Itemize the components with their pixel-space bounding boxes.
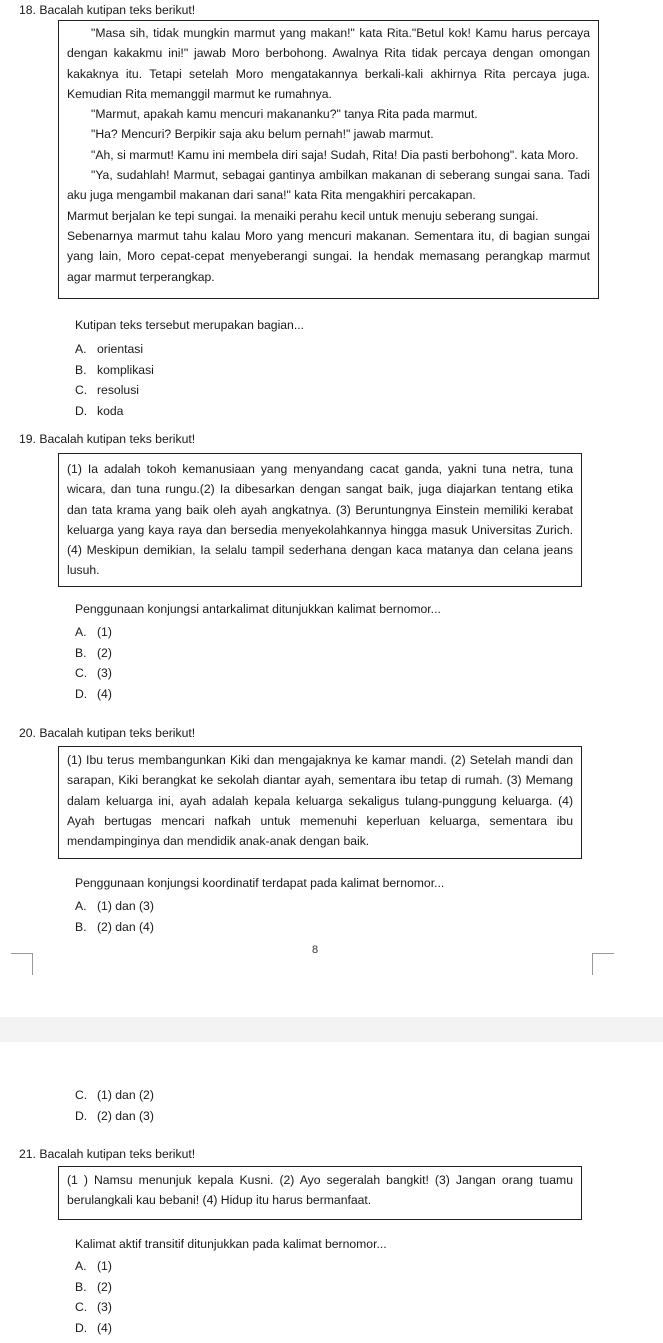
option-letter: A. bbox=[75, 1259, 87, 1273]
q21-options bbox=[75, 1256, 112, 1338]
page-2 bbox=[0, 1042, 663, 1343]
option-text: (4) bbox=[97, 686, 112, 701]
q18-paragraph: Sebenarnya marmut tahu kalau Moro yang mencuri makanan. Sementara itu, di bagian sungai yang lain, Moro cepat-cepat menyeberangi sungai. Ia hendak memasang perangkap marmut agar marmut terperangkap. bbox=[67, 228, 590, 284]
q19-option-b[interactable] bbox=[75, 643, 112, 664]
q18-option-b[interactable] bbox=[75, 360, 154, 381]
page-gap bbox=[0, 1017, 663, 1042]
page-number: 8 bbox=[311, 944, 319, 956]
crop-mark bbox=[592, 953, 614, 975]
option-text: (2) bbox=[97, 645, 112, 660]
q18-option-d[interactable] bbox=[75, 401, 154, 422]
q18-title: 18. Bacalah kutipan teks berikut! bbox=[19, 3, 196, 17]
option-letter: B. bbox=[75, 362, 87, 377]
q18-paragraph: "Marmut, apakah kamu mencuri makananku?" tanya Rita pada marmut. bbox=[91, 107, 478, 122]
q20-option-b[interactable] bbox=[75, 917, 154, 938]
option-text: (1) dan (2) bbox=[97, 1088, 154, 1102]
option-letter: D. bbox=[75, 403, 88, 418]
option-text: koda bbox=[97, 403, 124, 418]
q20-option-c[interactable] bbox=[75, 1085, 154, 1106]
option-text: (3) bbox=[97, 1300, 112, 1314]
option-text: (2) bbox=[97, 1279, 112, 1294]
option-text: orientasi bbox=[97, 342, 144, 356]
q21-option-b[interactable] bbox=[75, 1277, 112, 1298]
q18-paragraph: "Ah, si marmut! Kamu ini membela diri saja! Sudah, Rita! Dia pasti berbohong". kata Moro. bbox=[91, 147, 579, 162]
option-letter: B. bbox=[75, 645, 87, 660]
q18-paragraph: Marmut berjalan ke tepi sungai. Ia menaiki perahu kecil untuk menuju seberang sungai. bbox=[67, 208, 539, 223]
q18-paragraph: "Ha? Mencuri? Berpikir saja aku belum pernah!" jawab marmut. bbox=[91, 127, 434, 142]
q19-option-a[interactable] bbox=[75, 622, 112, 643]
q20-option-d[interactable] bbox=[75, 1106, 154, 1127]
option-text: (2) dan (4) bbox=[97, 919, 154, 934]
option-letter: D. bbox=[75, 1320, 88, 1335]
q20-title: 20. Bacalah kutipan teks berikut! bbox=[19, 726, 196, 740]
q21-passage-box bbox=[58, 1166, 582, 1220]
option-text: resolusi bbox=[97, 383, 139, 397]
option-text: komplikasi bbox=[97, 362, 154, 377]
q20-options bbox=[75, 896, 154, 937]
q18-paragraph: "Masa sih, tidak mungkin marmut yang makan!" kata Rita."Betul kok! Kamu harus percaya dengan kakakmu ini!" jawab Moro berbohong. Awalnya Rita tidak percaya dengan omongan kakaknya itu. Tetapi setelah Moro mengatakannya berkali-kali akhirnya Rita percaya juga. Kemudian Rita memanggil marmut ke rumahnya. bbox=[67, 26, 590, 101]
q20-options-continued bbox=[75, 1085, 154, 1126]
q18-option-a[interactable] bbox=[75, 339, 154, 360]
option-letter: A. bbox=[75, 625, 87, 639]
option-text: (2) dan (3) bbox=[97, 1108, 154, 1123]
q19-title: 19. Bacalah kutipan teks berikut! bbox=[19, 432, 196, 446]
option-text: (1) bbox=[97, 625, 112, 639]
q18-options bbox=[75, 339, 154, 421]
q19-prompt: Penggunaan konjungsi antarkalimat ditunjukkan kalimat bernomor... bbox=[75, 602, 441, 616]
option-letter: B. bbox=[75, 1279, 87, 1294]
option-text: (3) bbox=[97, 666, 112, 680]
option-letter: C. bbox=[75, 1300, 88, 1314]
q19-option-c[interactable] bbox=[75, 663, 112, 684]
option-letter: C. bbox=[75, 383, 88, 397]
q18-prompt: Kutipan teks tersebut merupakan bagian... bbox=[75, 318, 304, 332]
q18-option-c[interactable] bbox=[75, 380, 154, 401]
q21-option-c[interactable] bbox=[75, 1297, 112, 1318]
option-letter: D. bbox=[75, 1108, 88, 1123]
option-text: (1) bbox=[97, 1259, 112, 1273]
q18-paragraph: "Ya, sudahlah! Marmut, sebagai gantinya ambilkan makanan di seberang sungai sana. Tadi aku juga mengambil makanan dari sana!" kata Rita mengakhiri percakapan. bbox=[67, 168, 590, 203]
option-letter: B. bbox=[75, 919, 87, 934]
q20-passage-box bbox=[58, 746, 582, 859]
q21-option-d[interactable] bbox=[75, 1318, 112, 1339]
option-letter: C. bbox=[75, 1088, 88, 1102]
option-text: (4) bbox=[97, 1320, 112, 1335]
crop-mark bbox=[11, 953, 33, 975]
q19-option-d[interactable] bbox=[75, 684, 112, 705]
q20-prompt: Penggunaan konjungsi koordinatif terdapat pada kalimat bernomor... bbox=[75, 876, 445, 890]
q21-prompt: Kalimat aktif transitif ditunjukkan pada kalimat bernomor... bbox=[75, 1237, 387, 1251]
q20-option-a[interactable] bbox=[75, 896, 154, 917]
q21-title: 21. Bacalah kutipan teks berikut! bbox=[19, 1147, 196, 1161]
option-letter: D. bbox=[75, 686, 88, 701]
option-letter: A. bbox=[75, 899, 87, 913]
q19-passage-box bbox=[58, 453, 582, 587]
option-letter: A. bbox=[75, 342, 87, 356]
q20-passage: (1) Ibu terus membangunkan Kiki dan mengajaknya ke kamar mandi. (2) Setelah mandi dan sarapan, Kiki berangkat ke sekolah diantar ayah, sementara ibu tetap di rumah. (3) Memang dalam keluarga ini, ayah adalah kepala keluarga sekaligus tulang-punggung keluarga. (4) Ayah bertugas mencari nafkah untuk memenuhi keperluan keluarga, sementara ibu mendampinginya dan mendidik anak-anak dengan baik. bbox=[67, 753, 573, 849]
q21-passage: (1 ) Namsu menunjuk kepala Kusni. (2) Ayo segeralah bangkit! (3) Jangan orang tuamu berulangkali kau bebani! (4) Hidup itu harus bermanfaat. bbox=[67, 1173, 573, 1208]
option-text: (1) dan (3) bbox=[97, 899, 154, 913]
option-letter: C. bbox=[75, 666, 88, 680]
q21-option-a[interactable] bbox=[75, 1256, 112, 1277]
q18-passage-box bbox=[58, 20, 599, 299]
q19-options bbox=[75, 622, 112, 704]
q19-passage: (1) Ia adalah tokoh kemanusiaan yang menyandang cacat ganda, yakni tuna netra, tuna wicara, dan tuna rungu.(2) Ia dibesarkan dengan sangat baik, juga diajarkan tentang etika dan tata krama yang baik oleh ayah angkatnya. (3) Beruntungnya Einstein memiliki kerabat keluarga yang kaya raya dan bersedia menyekolahkannya hingga masuk Universitas Zurich. (4) Meskipun demikian, Ia selalu tampil sederhana dengan kaca matanya dan celana jeans lusuh. bbox=[67, 462, 573, 578]
